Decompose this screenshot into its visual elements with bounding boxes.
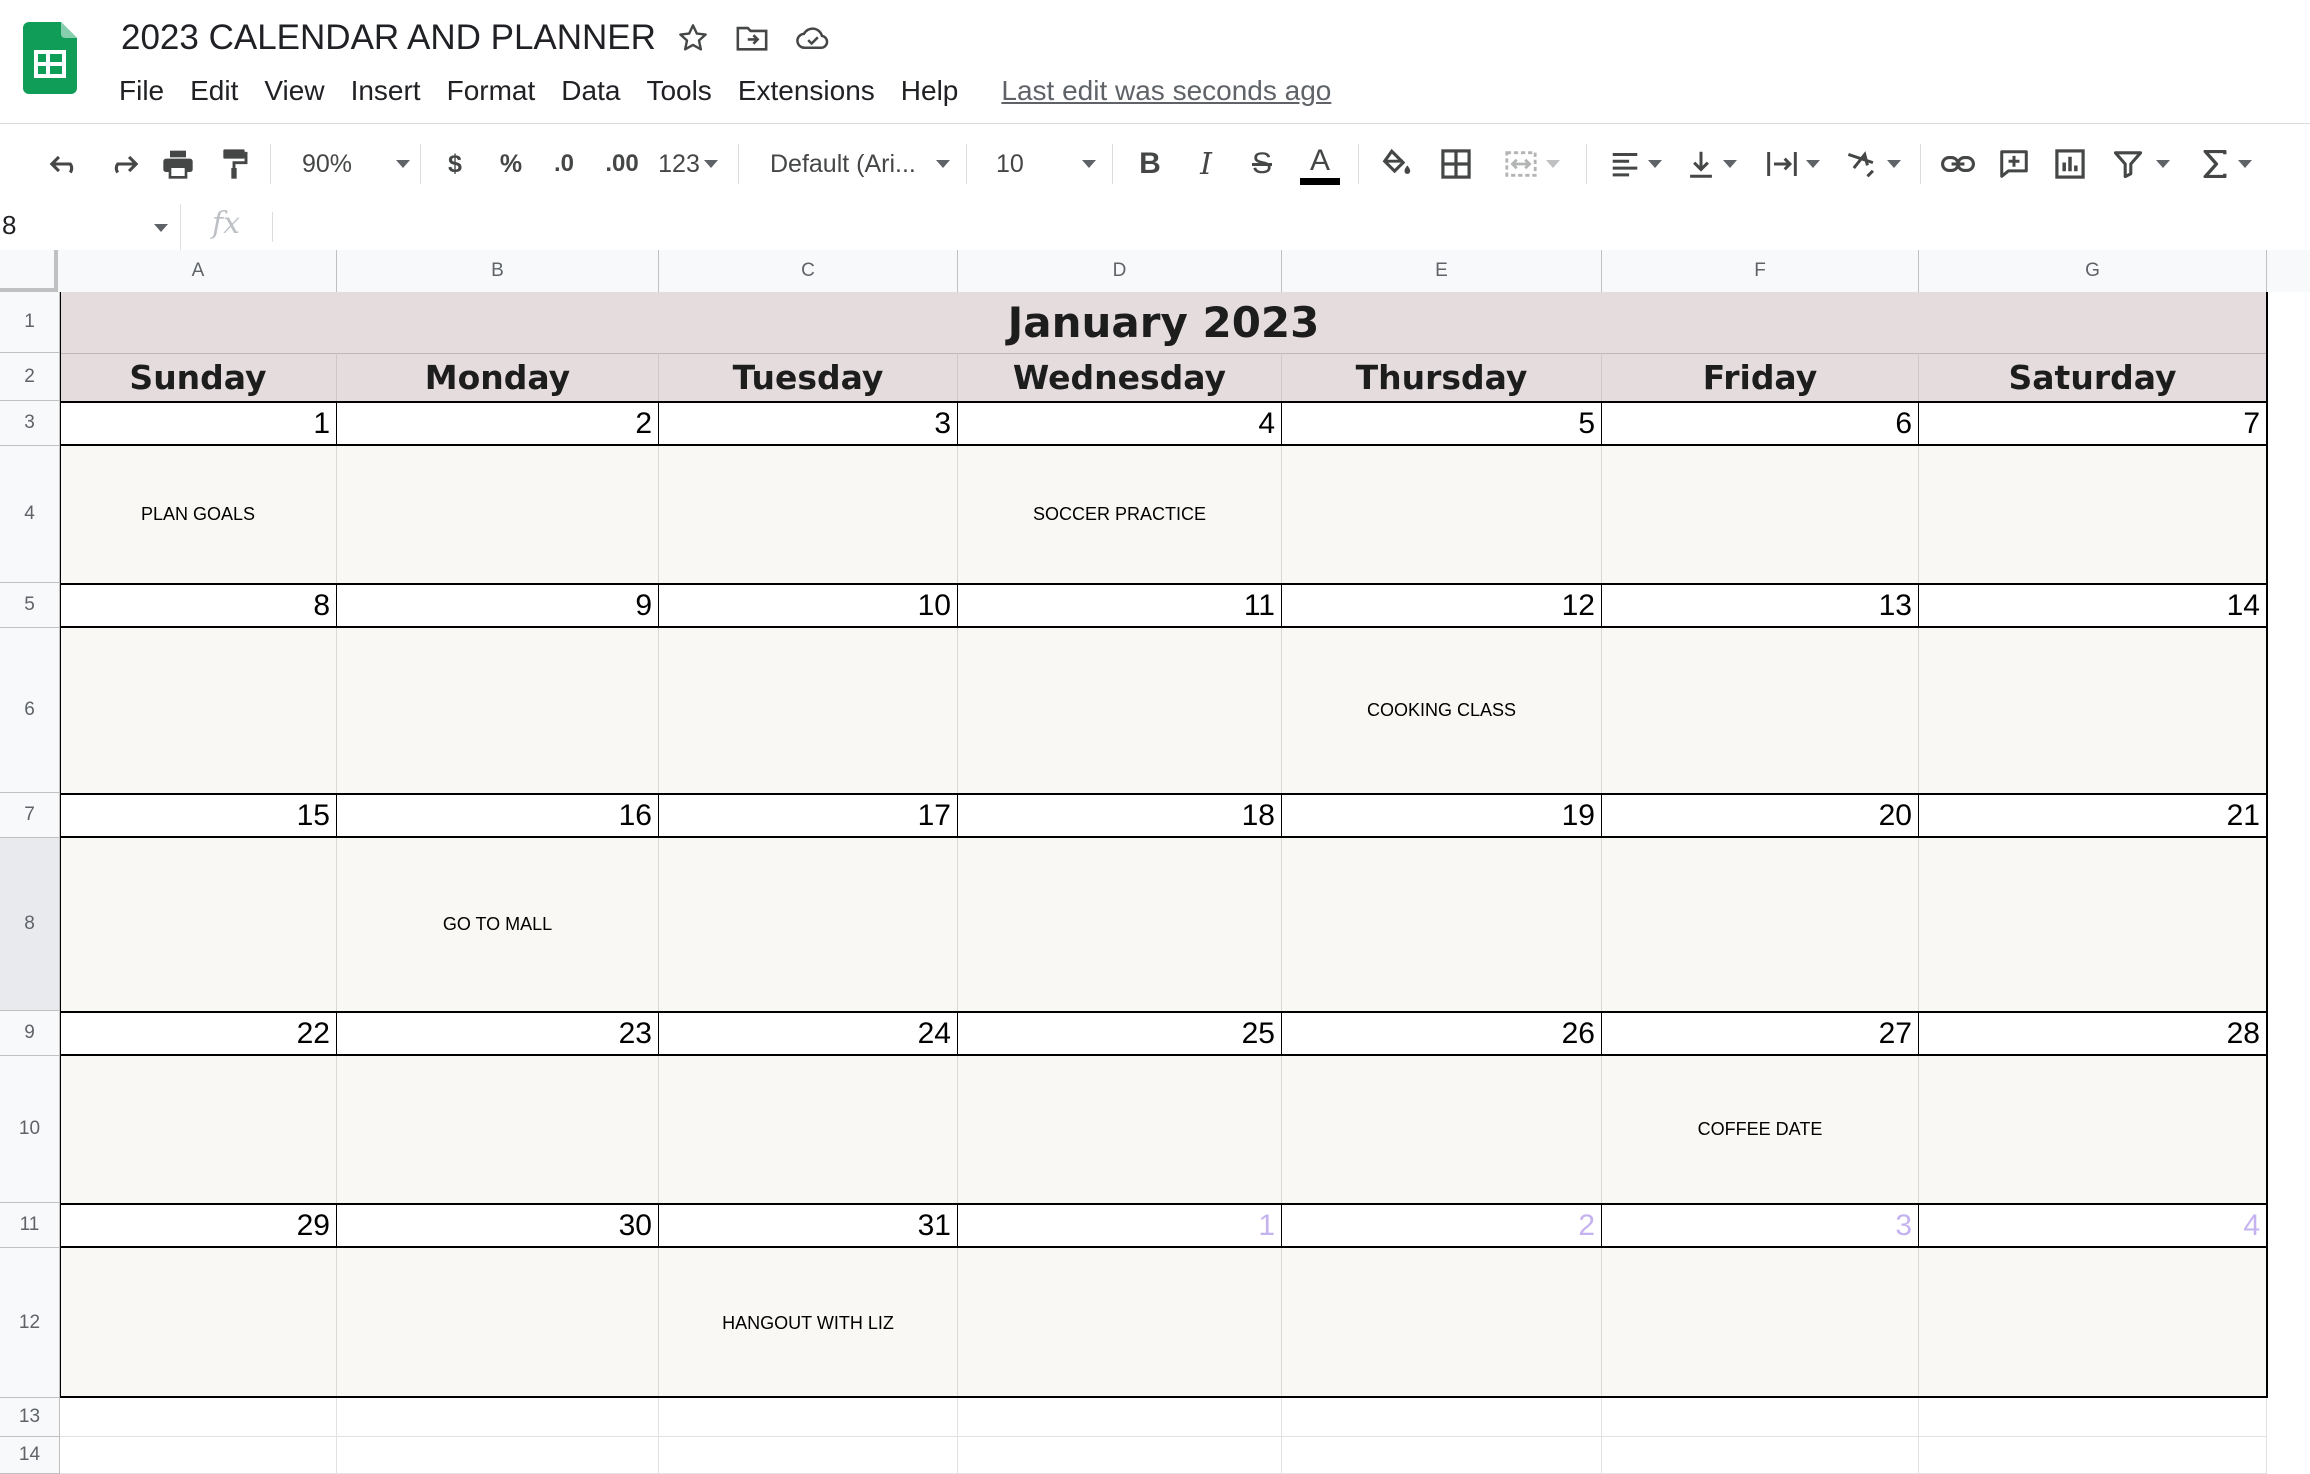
date-cell[interactable]: 24 bbox=[659, 1011, 958, 1056]
row-header-2[interactable]: 2 bbox=[0, 353, 60, 401]
zoom-value: 90% bbox=[302, 149, 353, 178]
weekday-header-monday[interactable]: Monday bbox=[337, 353, 659, 401]
insert-link-icon[interactable] bbox=[1936, 138, 1980, 190]
increase-decimal-button[interactable] bbox=[600, 138, 644, 190]
row-header-4[interactable]: 4 bbox=[0, 446, 60, 583]
date-cell[interactable]: 18 bbox=[958, 793, 1282, 838]
empty-cell[interactable] bbox=[958, 1437, 1282, 1474]
redo-icon[interactable] bbox=[100, 138, 144, 190]
text-color-label: A bbox=[1309, 143, 1330, 177]
row-header-3[interactable]: 3 bbox=[0, 401, 60, 446]
text-rotation-icon[interactable] bbox=[1842, 138, 1904, 190]
more-formats-button[interactable] bbox=[656, 138, 720, 190]
event-cell[interactable] bbox=[1919, 1248, 2267, 1398]
fill-color-icon[interactable] bbox=[1376, 138, 1416, 190]
paint-format-icon[interactable] bbox=[214, 138, 254, 190]
weekday-header-tuesday[interactable]: Tuesday bbox=[659, 353, 958, 401]
event-cell[interactable] bbox=[337, 628, 659, 793]
chevron-down-icon bbox=[396, 160, 410, 168]
bold-label: B bbox=[1139, 147, 1161, 180]
event-cell[interactable] bbox=[337, 446, 659, 583]
event-cell[interactable] bbox=[60, 838, 337, 1011]
date-cell[interactable]: 7 bbox=[1919, 401, 2267, 446]
grid-right-gutter bbox=[2268, 292, 2310, 1474]
menu-bar bbox=[106, 66, 1331, 116]
column-header-h[interactable] bbox=[2267, 250, 2310, 292]
chevron-down-icon bbox=[1546, 160, 1560, 168]
event-cell[interactable] bbox=[1282, 1248, 1602, 1398]
menu-help[interactable]: Help bbox=[900, 75, 959, 106]
date-cell[interactable]: 6 bbox=[1602, 401, 1919, 446]
row-header-12[interactable]: 12 bbox=[0, 1248, 60, 1398]
date-cell[interactable]: 21 bbox=[1919, 793, 2267, 838]
date-cell[interactable]: 30 bbox=[337, 1203, 659, 1248]
fx-icon: fx bbox=[212, 206, 241, 241]
column-header-c[interactable]: C bbox=[659, 250, 958, 292]
filter-icon[interactable] bbox=[2104, 138, 2180, 190]
event-cell[interactable] bbox=[1602, 628, 1919, 793]
event-cell[interactable] bbox=[659, 446, 958, 583]
date-cell[interactable]: 20 bbox=[1602, 793, 1919, 838]
star-icon[interactable] bbox=[675, 20, 711, 56]
column-header-a[interactable]: A bbox=[60, 250, 337, 292]
row-header-9[interactable]: 9 bbox=[0, 1011, 60, 1056]
chevron-down-icon bbox=[1806, 160, 1820, 168]
row-header-5[interactable]: 5 bbox=[0, 583, 60, 628]
text-wrapping-icon[interactable] bbox=[1762, 138, 1824, 190]
empty-cell[interactable] bbox=[1602, 1437, 1919, 1474]
calendar-border-bottom bbox=[60, 1396, 2268, 1398]
font-size-select[interactable] bbox=[984, 138, 1096, 190]
weekday-header-sunday[interactable]: Sunday bbox=[60, 353, 337, 401]
column-header-b[interactable]: B bbox=[337, 250, 659, 292]
currency-format-button[interactable] bbox=[440, 138, 470, 190]
row-header-14[interactable]: 14 bbox=[0, 1437, 60, 1474]
italic-button[interactable] bbox=[1188, 138, 1224, 190]
row-header-1[interactable]: 1 bbox=[0, 292, 60, 353]
column-header-d[interactable]: D bbox=[958, 250, 1282, 292]
event-cell[interactable] bbox=[958, 628, 1282, 793]
calendar-border-right bbox=[2266, 292, 2268, 1398]
empty-cell[interactable] bbox=[337, 1437, 659, 1474]
date-cell[interactable]: 31 bbox=[659, 1203, 958, 1248]
date-cell[interactable]: 23 bbox=[337, 1011, 659, 1056]
event-cell[interactable] bbox=[60, 628, 337, 793]
undo-icon[interactable] bbox=[44, 138, 88, 190]
date-cell[interactable]: 5 bbox=[1282, 401, 1602, 446]
date-cell[interactable]: 4 bbox=[958, 401, 1282, 446]
row-header-6[interactable]: 6 bbox=[0, 628, 60, 793]
date-cell[interactable]: 26 bbox=[1282, 1011, 1602, 1056]
menu-extensions[interactable]: Extensions bbox=[737, 75, 875, 106]
empty-cell[interactable] bbox=[60, 1398, 337, 1437]
row-header-8[interactable]: 8 bbox=[0, 838, 60, 1011]
calendar-border-left bbox=[60, 292, 61, 1398]
insert-chart-icon[interactable] bbox=[2048, 138, 2092, 190]
weekday-header-saturday[interactable]: Saturday bbox=[1919, 353, 2267, 401]
merge-cells-icon[interactable] bbox=[1494, 138, 1570, 190]
menu-data[interactable]: Data bbox=[561, 75, 621, 106]
event-cell[interactable] bbox=[1602, 838, 1919, 1011]
functions-icon[interactable] bbox=[2196, 138, 2258, 190]
cloud-saved-icon[interactable] bbox=[795, 20, 831, 56]
date-cell[interactable]: 2 bbox=[337, 401, 659, 446]
formula-input[interactable] bbox=[280, 204, 2300, 250]
toolbar bbox=[0, 123, 2310, 205]
date-cell[interactable]: 17 bbox=[659, 793, 958, 838]
date-cell[interactable]: 2 bbox=[1282, 1203, 1602, 1248]
date-cell[interactable]: 16 bbox=[337, 793, 659, 838]
date-cell[interactable]: 25 bbox=[958, 1011, 1282, 1056]
chevron-down-icon bbox=[1648, 160, 1662, 168]
event-cell[interactable]: COFFEE DATE bbox=[1602, 1056, 1919, 1203]
chevron-down-icon[interactable] bbox=[154, 224, 168, 232]
row-header-10[interactable]: 10 bbox=[0, 1056, 60, 1203]
event-cell[interactable] bbox=[60, 1248, 337, 1398]
horizontal-align-icon[interactable] bbox=[1606, 138, 1666, 190]
date-cell[interactable]: 4 bbox=[1919, 1203, 2267, 1248]
date-cell[interactable]: 8 bbox=[60, 583, 337, 628]
vertical-align-icon[interactable] bbox=[1682, 138, 1742, 190]
date-cell[interactable]: 9 bbox=[337, 583, 659, 628]
date-cell[interactable]: 11 bbox=[958, 583, 1282, 628]
event-cell[interactable] bbox=[1919, 446, 2267, 583]
date-cell[interactable]: 1 bbox=[958, 1203, 1282, 1248]
percent-format-button[interactable] bbox=[496, 138, 526, 190]
select-all-corner[interactable] bbox=[0, 250, 58, 292]
date-cell[interactable]: 28 bbox=[1919, 1011, 2267, 1056]
font-family-select[interactable] bbox=[760, 138, 950, 190]
column-header-row bbox=[0, 250, 2310, 293]
date-cell[interactable]: 10 bbox=[659, 583, 958, 628]
column-header-f[interactable]: F bbox=[1602, 250, 1919, 292]
name-box-value: 8 bbox=[2, 210, 17, 240]
decrease-decimal-label: .0 bbox=[553, 150, 574, 177]
row-header-11[interactable]: 11 bbox=[0, 1203, 60, 1248]
date-cell[interactable]: 19 bbox=[1282, 793, 1602, 838]
event-cell[interactable] bbox=[60, 1056, 337, 1203]
empty-cell[interactable] bbox=[1282, 1437, 1602, 1474]
event-cell[interactable] bbox=[958, 1056, 1282, 1203]
event-cell[interactable]: HANGOUT WITH LIZ bbox=[659, 1248, 958, 1398]
move-folder-icon[interactable] bbox=[734, 20, 770, 56]
menu-edit[interactable]: Edit bbox=[190, 75, 239, 106]
calendar-month-title[interactable]: January 2023 bbox=[60, 292, 2267, 353]
bold-button[interactable] bbox=[1132, 138, 1168, 190]
event-cell[interactable] bbox=[337, 1056, 659, 1203]
chevron-down-icon bbox=[936, 160, 950, 168]
event-cell[interactable] bbox=[1919, 1056, 2267, 1203]
empty-cell[interactable] bbox=[659, 1437, 958, 1474]
empty-cell[interactable] bbox=[1602, 1398, 1919, 1437]
event-cell[interactable] bbox=[1282, 1056, 1602, 1203]
event-cell[interactable] bbox=[1602, 446, 1919, 583]
weekday-header-thursday[interactable]: Thursday bbox=[1282, 353, 1602, 401]
empty-cell[interactable] bbox=[60, 1437, 337, 1474]
menu-tools[interactable]: Tools bbox=[646, 75, 712, 106]
event-cell[interactable] bbox=[1919, 628, 2267, 793]
date-cell[interactable]: 1 bbox=[60, 401, 337, 446]
date-cell[interactable]: 22 bbox=[60, 1011, 337, 1056]
print-icon[interactable] bbox=[156, 138, 200, 190]
event-cell[interactable]: COOKING CLASS bbox=[1282, 628, 1602, 793]
date-cell[interactable]: 15 bbox=[60, 793, 337, 838]
empty-cell[interactable] bbox=[1919, 1437, 2267, 1474]
menu-format[interactable]: Format bbox=[446, 75, 536, 106]
font-family-value: Default (Ari... bbox=[770, 149, 916, 178]
chevron-down-icon bbox=[704, 160, 718, 168]
event-cell[interactable] bbox=[1282, 446, 1602, 583]
name-box[interactable] bbox=[0, 204, 181, 250]
text-color-swatch bbox=[1300, 178, 1340, 185]
menu-view[interactable]: View bbox=[264, 75, 325, 106]
currency-label: $ bbox=[448, 149, 462, 178]
chevron-down-icon bbox=[1887, 160, 1901, 168]
column-header-g[interactable]: G bbox=[1919, 250, 2267, 292]
insert-comment-icon[interactable] bbox=[1992, 138, 2036, 190]
menu-insert[interactable]: Insert bbox=[350, 75, 421, 106]
event-cell[interactable] bbox=[659, 838, 958, 1011]
percent-label: % bbox=[499, 149, 523, 178]
event-cell[interactable]: GO TO MALL bbox=[337, 838, 659, 1011]
chevron-down-icon bbox=[2156, 160, 2170, 168]
borders-icon[interactable] bbox=[1436, 138, 1476, 190]
event-cell[interactable]: SOCCER PRACTICE bbox=[958, 446, 1282, 583]
menu-file[interactable]: File bbox=[119, 75, 165, 106]
event-cell[interactable] bbox=[659, 1056, 958, 1203]
empty-cell[interactable] bbox=[1919, 1398, 2267, 1437]
sheets-logo-icon[interactable] bbox=[23, 22, 77, 94]
chevron-down-icon bbox=[2238, 160, 2252, 168]
date-cell[interactable]: 12 bbox=[1282, 583, 1602, 628]
decrease-decimal-button[interactable] bbox=[546, 138, 582, 190]
date-cell[interactable]: 27 bbox=[1602, 1011, 1919, 1056]
row-header-7[interactable]: 7 bbox=[0, 793, 60, 838]
date-cell[interactable]: 3 bbox=[659, 401, 958, 446]
empty-cell[interactable] bbox=[659, 1398, 958, 1437]
column-header-e[interactable]: E bbox=[1282, 250, 1602, 292]
chevron-down-icon bbox=[1723, 160, 1737, 168]
italic-label: I bbox=[1200, 146, 1212, 182]
date-cell[interactable]: 3 bbox=[1602, 1203, 1919, 1248]
event-cell[interactable] bbox=[1282, 838, 1602, 1011]
weekday-header-wednesday[interactable]: Wednesday bbox=[958, 353, 1282, 401]
empty-cell[interactable] bbox=[958, 1398, 1282, 1437]
row-header-13[interactable]: 13 bbox=[0, 1398, 60, 1437]
strikethrough-button[interactable] bbox=[1244, 138, 1280, 190]
last-edit-link[interactable]: Last edit was seconds ago bbox=[1001, 75, 1332, 106]
event-cell[interactable] bbox=[958, 838, 1282, 1011]
event-cell[interactable] bbox=[1602, 1248, 1919, 1398]
date-cell[interactable]: 29 bbox=[60, 1203, 337, 1248]
strikethrough-label: S bbox=[1251, 147, 1272, 180]
document-title[interactable]: 2023 CALENDAR AND PLANNER bbox=[121, 18, 656, 57]
title-bar bbox=[0, 0, 2310, 122]
more-formats-label: 123 bbox=[658, 149, 700, 178]
chevron-down-icon bbox=[1082, 160, 1096, 168]
formula-bar bbox=[0, 204, 2310, 251]
weekday-header-friday[interactable]: Friday bbox=[1602, 353, 1919, 401]
event-cell[interactable] bbox=[958, 1248, 1282, 1398]
event-cell[interactable]: PLAN GOALS bbox=[60, 446, 337, 583]
empty-cell[interactable] bbox=[1282, 1398, 1602, 1437]
event-cell[interactable] bbox=[337, 1248, 659, 1398]
text-color-button[interactable] bbox=[1298, 138, 1342, 190]
event-cell[interactable] bbox=[659, 628, 958, 793]
event-cell[interactable] bbox=[1919, 838, 2267, 1011]
zoom-select[interactable] bbox=[290, 138, 410, 190]
font-size-value: 10 bbox=[996, 149, 1024, 178]
increase-decimal-label: .00 bbox=[605, 150, 639, 177]
date-cell[interactable]: 14 bbox=[1919, 583, 2267, 628]
empty-cell[interactable] bbox=[337, 1398, 659, 1437]
date-cell[interactable]: 13 bbox=[1602, 583, 1919, 628]
